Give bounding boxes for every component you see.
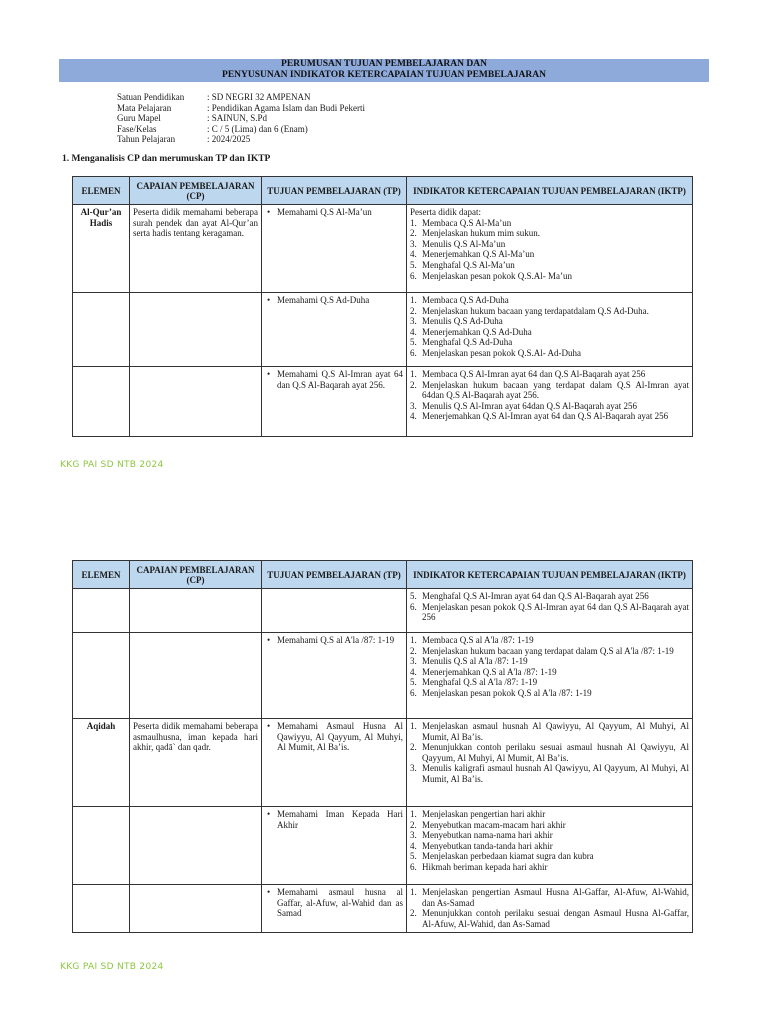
- iktp-number: 2.: [410, 228, 417, 239]
- elemen-cell: [73, 807, 130, 885]
- iktp-number: 2.: [410, 645, 417, 656]
- iktp-text: Menulis Q.S Al-Ma’un: [422, 238, 506, 249]
- elemen-cell: [73, 633, 130, 719]
- header-cp: CAPAIAN PEMBELAJARAN (CP): [130, 561, 262, 589]
- table-row: [73, 589, 693, 633]
- iktp-text: Membaca Q.S al A'la /87: 1-19: [422, 635, 534, 645]
- tp-item: • Memahami Asmaul Husna Al Qawiyyu, Al Qayyum, Al Muhyi, Al Mumit, Al Ba’is.: [277, 721, 403, 753]
- iktp-item: [410, 763, 689, 784]
- cp-cell: Peserta didik memahami beberapa surah pendek dan ayat Al-Qur’an serta hadis tentang keragaman.: [130, 205, 262, 293]
- iktp-text: Menulis Q.S Al-Imran ayat 64dan Q.S Al-Baqarah ayat 256: [422, 400, 637, 411]
- iktp-number: 1.: [410, 887, 417, 897]
- iktp-number: 2.: [410, 819, 417, 830]
- iktp-item: [410, 380, 689, 401]
- iktp-number: 6.: [410, 687, 417, 698]
- iktp-item: [410, 677, 689, 688]
- meta-label: Fase/Kelas: [117, 123, 157, 134]
- iktp-text: Menyebutkan nama-nama hari akhir: [422, 830, 553, 841]
- elemen-cell: [73, 367, 130, 437]
- iktp-item: [410, 295, 689, 306]
- iktp-number: 3.: [410, 830, 417, 841]
- tp-cell: [262, 367, 407, 437]
- iktp-text: Menjelaskan pesan pokok Q.S Al-Imran ayat 64 dan Q.S Al-Baqarah ayat 256: [422, 601, 689, 623]
- iktp-number: 2.: [410, 305, 417, 316]
- iktp-item: [410, 239, 689, 250]
- meta-label: Mata Pelajaran: [117, 102, 172, 113]
- title-line-1: PERUMUSAN TUJUAN PEMBELAJARAN DAN: [281, 59, 487, 69]
- iktp-list: [410, 369, 689, 422]
- section-heading: 1. Menganalisis CP dan merumuskan TP dan IKTP: [62, 154, 271, 164]
- iktp-item: [410, 721, 689, 742]
- tp-list: [265, 295, 403, 306]
- iktp-number: 1.: [410, 809, 417, 819]
- iktp-item: [410, 656, 689, 667]
- iktp-text: Menjelaskan perbedaan kiamat sugra dan kubra: [422, 851, 594, 862]
- iktp-number: 4.: [410, 249, 417, 260]
- iktp-text: Menyebutkan macam-macam hari akhir: [422, 819, 566, 830]
- iktp-list: [410, 887, 689, 929]
- header-tp: TUJUAN PEMBELAJARAN (TP): [262, 561, 407, 589]
- iktp-cell: [407, 633, 693, 719]
- iktp-text: Menjelaskan pesan pokok Q.S.Al- Ad-Duha: [422, 347, 581, 358]
- tp-cell: [262, 633, 407, 719]
- iktp-cell: [407, 807, 693, 885]
- iktp-text: Hikmah beriman kepada hari akhir: [422, 861, 548, 872]
- meta-row: [117, 103, 365, 114]
- table-row: [73, 807, 693, 885]
- iktp-text: Membaca Q.S Al-Imran ayat 64 dan Q.S Al-Baqarah ayat 256: [422, 369, 646, 379]
- iktp-number: 6.: [410, 601, 417, 612]
- iktp-list: [410, 721, 689, 785]
- table-row: [73, 885, 693, 933]
- elemen-cell: [73, 885, 130, 933]
- iktp-item: [410, 742, 689, 763]
- title-line-2: PENYUSUNAN INDIKATOR KETERCAPAIAN TUJUAN PEMBELAJARAN: [222, 70, 546, 80]
- cp-cell: [130, 367, 262, 437]
- tp-list: [265, 635, 403, 646]
- tp-cell: [262, 205, 407, 293]
- iktp-text: Menjelaskan pengertian Asmaul Husna Al-Gaffar, Al-Afuw, Al-Wahid, dan As-Samad: [422, 887, 689, 908]
- tp-list: [265, 369, 403, 390]
- iktp-number: 1.: [410, 295, 417, 305]
- iktp-number: 2.: [410, 379, 417, 390]
- iktp-number: 6.: [410, 270, 417, 281]
- page-footer: KKG PAI SD NTB 2024: [60, 460, 164, 470]
- header-tp: TUJUAN PEMBELAJARAN (TP): [262, 177, 407, 205]
- iktp-text: Menjelaskan pesan pokok Q.S al A'la /87: 1-19: [422, 687, 592, 698]
- iktp-number: 4.: [410, 411, 417, 422]
- meta-value: : C / 5 (Lima) dan 6 (Enam): [207, 123, 308, 134]
- meta-label: Guru Mapel: [117, 113, 161, 123]
- iktp-item: [410, 260, 689, 271]
- meta-row: [117, 113, 365, 124]
- elemen-cell: Al-Qur’an Hadis: [73, 205, 130, 293]
- cp-cell: Peserta didik memahami beberapa asmaulhusna, iman kepada hari akhir, qadā` dan qadr.: [130, 719, 262, 807]
- iktp-text: Menjelaskan hukum mim sukun.: [422, 228, 540, 239]
- iktp-number: 4.: [410, 840, 417, 851]
- iktp-text: Menerjemahkan Q.S al A'la /87: 1-19: [422, 666, 557, 677]
- tp-table-page-1: [72, 176, 693, 437]
- header-iktp: INDIKATOR KETERCAPAIAN TUJUAN PEMBELAJARAN (IKTP): [407, 561, 693, 589]
- iktp-number: 5.: [410, 677, 417, 688]
- iktp-item: [410, 306, 689, 317]
- iktp-intro: Peserta didik dapat:: [410, 207, 481, 217]
- iktp-cell: [407, 293, 693, 367]
- iktp-item: [410, 688, 689, 699]
- iktp-text: Menunjukkan contoh perilaku sesuai asmaul husnah Al Qawiyyu, Al Qayyum, Al Muhyi, Al Mumit, Al Ba’is.: [422, 742, 689, 763]
- iktp-text: Menjelaskan hukum bacaan yang terdapatdalam Q.S Ad-Duha.: [422, 305, 649, 316]
- meta-row: [117, 124, 365, 135]
- iktp-item: [410, 591, 689, 602]
- iktp-item: [410, 228, 689, 239]
- iktp-item: [410, 830, 689, 841]
- tp-item: • Memahami Q.S al A'la /87: 1-19: [277, 635, 403, 646]
- meta-row: [117, 92, 365, 103]
- tp-cell: [262, 719, 407, 807]
- iktp-item: [410, 862, 689, 873]
- iktp-number: 5.: [410, 337, 417, 348]
- iktp-item: [410, 851, 689, 862]
- iktp-text: Menerjemahkan Q.S Al-Imran ayat 64 dan Q.S Al-Baqarah ayat 256: [422, 411, 669, 422]
- meta-row: [117, 134, 365, 145]
- tp-cell: [262, 807, 407, 885]
- iktp-item: [410, 327, 689, 338]
- tp-list: [265, 809, 403, 830]
- cp-cell: [130, 293, 262, 367]
- iktp-number: 5.: [410, 591, 417, 601]
- iktp-item: [410, 249, 689, 260]
- tp-cell: [262, 885, 407, 933]
- iktp-list: [410, 809, 689, 873]
- cp-cell: [130, 633, 262, 719]
- iktp-number: 3.: [410, 763, 417, 774]
- iktp-item: [410, 667, 689, 678]
- iktp-cell: [407, 205, 693, 293]
- tp-item: • Memahami asmaul husna al Gaffar, al-Afuw, al-Wahid dan as Samad: [277, 887, 403, 919]
- iktp-text: Menerjemahkan Q.S Ad-Duha: [422, 326, 532, 337]
- iktp-number: 6.: [410, 861, 417, 872]
- header-elemen: ELEMEN: [73, 561, 130, 589]
- iktp-item: [410, 646, 689, 657]
- page-footer: KKG PAI SD NTB 2024: [60, 962, 164, 972]
- elemen-cell: [73, 293, 130, 367]
- iktp-text: Menghafal Q.S al A'la /87: 1-19: [422, 677, 538, 688]
- iktp-cell: [407, 589, 693, 633]
- iktp-text: Menjelaskan pesan pokok Q.S.Al- Ma’un: [422, 270, 572, 281]
- iktp-number: 3.: [410, 316, 417, 327]
- iktp-number: 1.: [410, 721, 417, 731]
- iktp-list: [410, 635, 689, 699]
- iktp-item: [410, 411, 689, 422]
- iktp-item: [410, 218, 689, 229]
- iktp-item: [410, 401, 689, 412]
- elemen-cell: [73, 589, 130, 633]
- iktp-text: Menghafal Q.S Al-Imran ayat 64 dan Q.S Al-Baqarah ayat 256: [422, 591, 649, 601]
- iktp-list: [410, 218, 689, 282]
- iktp-number: 1.: [410, 217, 417, 228]
- iktp-list: [410, 295, 689, 359]
- iktp-number: 5.: [410, 259, 417, 270]
- iktp-number: 2.: [410, 742, 417, 753]
- tp-list: [265, 887, 403, 919]
- iktp-cell: [407, 367, 693, 437]
- cp-cell: [130, 807, 262, 885]
- iktp-item: [410, 841, 689, 852]
- table-row: [73, 205, 693, 293]
- header-elemen: ELEMEN: [73, 177, 130, 205]
- tp-cell: [262, 293, 407, 367]
- header-cp: CAPAIAN PEMBELAJARAN (CP): [130, 177, 262, 205]
- elemen-cell: Aqidah: [73, 719, 130, 807]
- iktp-text: Menerjemahkan Q.S Al-Ma’un: [422, 249, 535, 260]
- iktp-item: [410, 602, 689, 623]
- iktp-text: Menjelaskan hukum bacaan yang terdapat dalam Q.S Al-Imran ayat 64dan Q.S Al-Baqarah ayat 256.: [422, 379, 689, 401]
- iktp-text: Menjelaskan pengertian hari akhir: [422, 809, 546, 819]
- iktp-number: 3.: [410, 656, 417, 667]
- meta-label: Tahun Pelajaran: [117, 134, 176, 144]
- iktp-number: 1.: [410, 369, 417, 379]
- meta-value: : SD NEGRI 32 AMPENAN: [207, 92, 311, 102]
- iktp-text: Membaca Q.S Al-Ma’un: [422, 217, 512, 228]
- iktp-text: Menjelaskan asmaul husnah Al Qawiyyu, Al Qayyum, Al Muhyi, Al Mumit, Al Ba’is.: [422, 721, 689, 742]
- iktp-item: [410, 908, 689, 929]
- iktp-text: Menulis Q.S Ad-Duha: [422, 316, 503, 327]
- iktp-text: Menghafal Q.S Al-Ma’un: [422, 259, 515, 270]
- iktp-item: [410, 271, 689, 282]
- meta-value: : SAINUN, S.Pd: [207, 113, 268, 123]
- iktp-text: Menunjukkan contoh perilaku sesuai dengan Asmaul Husna Al-Gaffar, Al-Afuw, Al-Wahid, dan As-Samad: [422, 908, 689, 929]
- iktp-text: Menulis Q.S al A'la /87: 1-19: [422, 656, 528, 667]
- meta-value: : Pendidikan Agama Islam dan Budi Pekerti: [207, 102, 365, 113]
- table-row: [73, 633, 693, 719]
- table-row: [73, 293, 693, 367]
- iktp-text: Membaca Q.S Ad-Duha: [422, 295, 509, 305]
- tp-item: • Memahami Q.S Ad-Duha: [277, 295, 403, 306]
- iktp-item: [410, 316, 689, 327]
- iktp-item: [410, 809, 689, 820]
- iktp-text: Menyebutkan tanda-tanda hari akhir: [422, 840, 553, 851]
- iktp-cell: [407, 719, 693, 807]
- iktp-number: 4.: [410, 326, 417, 337]
- iktp-text: Menghafal Q.S Ad-Duha: [422, 337, 513, 348]
- meta-value: : 2024/2025: [207, 134, 251, 144]
- cp-cell: [130, 885, 262, 933]
- iktp-number: 2.: [410, 908, 417, 919]
- iktp-item: [410, 337, 689, 348]
- iktp-item: [410, 348, 689, 359]
- iktp-number: 3.: [410, 400, 417, 411]
- table-row: [73, 719, 693, 807]
- tp-list: [265, 207, 403, 218]
- iktp-number: 3.: [410, 238, 417, 249]
- tp-table-page-2: [72, 560, 693, 933]
- document-title: [59, 59, 709, 82]
- table-row: [73, 367, 693, 437]
- cp-cell: [130, 589, 262, 633]
- tp-list: [265, 721, 403, 753]
- tp-cell: [262, 589, 407, 633]
- iktp-item: [410, 635, 689, 646]
- meta-label: Satuan Pendidikan: [117, 92, 185, 102]
- iktp-list: [410, 591, 689, 623]
- document-meta: [117, 92, 365, 145]
- iktp-number: 4.: [410, 666, 417, 677]
- tp-item: • Memahami Iman Kepada Hari Akhir: [277, 809, 403, 830]
- iktp-item: [410, 369, 689, 380]
- iktp-number: 5.: [410, 851, 417, 862]
- header-iktp: INDIKATOR KETERCAPAIAN TUJUAN PEMBELAJARAN (IKTP): [407, 177, 693, 205]
- iktp-item: [410, 887, 689, 908]
- iktp-text: Menjelaskan hukum bacaan yang terdapat dalam Q.S al A'la /87: 1-19: [422, 645, 674, 656]
- tp-item: • Memahami Q.S Al-Ma’un: [277, 207, 403, 218]
- iktp-item: [410, 820, 689, 831]
- iktp-number: 6.: [410, 347, 417, 358]
- iktp-text: Menulis kaligrafi asmaul husnah Al Qawiyyu, Al Qayyum, Al Muhyi, Al Mumit, Al Ba’is.: [422, 763, 689, 784]
- iktp-number: 1.: [410, 635, 417, 645]
- tp-item: • Memahami Q.S Al-Imran ayat 64 dan Q.S Al-Baqarah ayat 256.: [277, 369, 403, 390]
- iktp-cell: [407, 885, 693, 933]
